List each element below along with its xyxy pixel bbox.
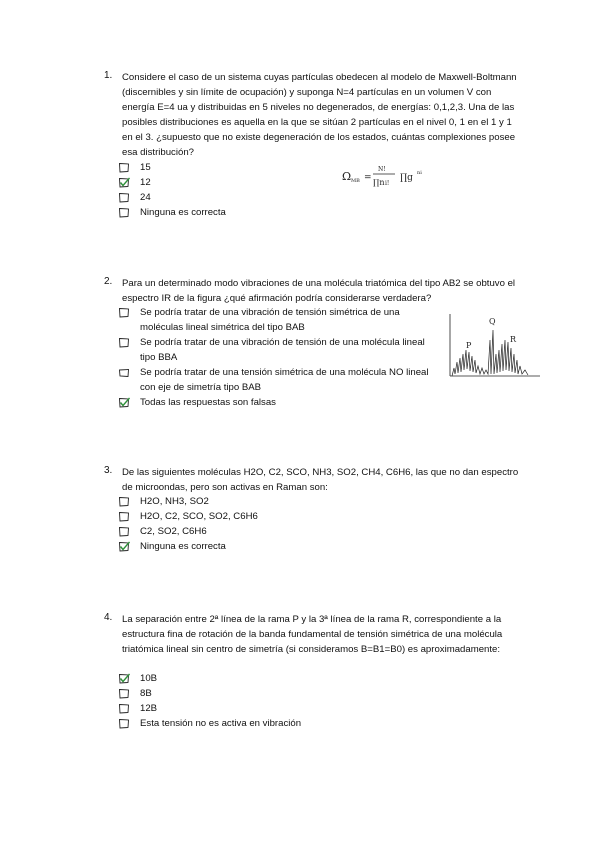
question-text: De las siguientes moléculas H2O, C2, SCO, NH3, SO2, CH4, C6H6, las que no dan espectro de microondas, pero son activas en Raman son: <box>122 467 519 493</box>
formula-lhs-sub: MB <box>351 178 360 184</box>
formula-exponent: ni <box>417 170 422 176</box>
option-label: Se podría tratar de una tensión simétrica de una molécula NO lineal con eje de simetría tipo BAB <box>140 367 429 393</box>
option-label: Ninguna es correcta <box>140 541 226 552</box>
option-label: Todas las respuestas son falsas <box>140 397 276 408</box>
question-number: 1. <box>104 70 113 81</box>
spectrum-label-r: R <box>510 335 517 344</box>
checkbox-empty-icon[interactable] <box>118 367 130 379</box>
formula-denominator: ∏n <box>373 178 385 187</box>
spectrum-label-p: P <box>466 341 472 350</box>
question-number: 4. <box>104 612 113 623</box>
question-text: La separación entre 2ª línea de la rama P y la 3ª línea de la rama R, correspondiente a la estructura fina de rotación de la banda fundamental de tensión simétrica de una molécula triatómica lineal sin centro de simetría (si consideramos B=B1=B0) es aproximadamente: <box>122 614 503 655</box>
checkbox-checked-icon[interactable] <box>118 397 130 409</box>
checkbox-empty-icon[interactable] <box>118 511 130 523</box>
formula-lhs: Ω <box>342 170 352 183</box>
question-number: 3. <box>104 465 113 476</box>
checkbox-empty-icon[interactable] <box>118 192 130 204</box>
checkbox-empty-icon[interactable] <box>118 496 130 508</box>
checkbox-checked-icon[interactable] <box>118 177 130 189</box>
option-label: H2O, NH3, SO2 <box>140 496 209 507</box>
checkbox-empty-icon[interactable] <box>118 162 130 174</box>
option-label: C2, SO2, C6H6 <box>140 526 207 537</box>
checkbox-empty-icon[interactable] <box>118 337 130 349</box>
ir-spectrum-sketch <box>440 310 542 386</box>
option-label: Se podría tratar de una vibración de tensión de una molécula lineal tipo BBA <box>140 337 425 363</box>
option-label: 12 <box>140 177 151 188</box>
option-label: 12B <box>140 703 158 714</box>
checkbox-empty-icon[interactable] <box>118 703 130 715</box>
checkbox-empty-icon[interactable] <box>118 688 130 700</box>
question-text: Para un determinado modo vibraciones de una molécula triatómica del tipo AB2 se obtuvo el espectro IR de la figura ¿qué afirmación podría considerarse verdadera? <box>122 278 516 304</box>
option-label: 8B <box>140 688 152 699</box>
checkbox-checked-icon[interactable] <box>118 673 130 685</box>
option-label: 10B <box>140 673 158 684</box>
formula-denominator-factorial: i! <box>385 180 390 187</box>
option-label: Se podría tratar de una vibración de tensión simétrica de una moléculas lineal simétrica del tipo BAB <box>140 307 400 333</box>
question-text: Considere el caso de un sistema cuyas partículas obedecen al modelo de Maxwell-Boltmann (discernibles y sin límite de ocupación) y suponga N=4 partículas en un volumen V con energía E=4 ua y distribuidas en 5 niveles no degenerados, de energías: 0,1,2,3. Una de las posibles distribuciones es aquella en la que se sitúan 2 partículas en el nivel 0, 1 en el 1 y 1 en el 3. ¿supuesto que no existe degeneración de los estados, cuántas complexiones posee esa distribución? <box>122 72 517 158</box>
option-label: Esta tensión no es activa en vibración <box>140 718 302 729</box>
checkbox-empty-icon[interactable] <box>118 207 130 219</box>
checkbox-checked-icon[interactable] <box>118 541 130 553</box>
checkbox-empty-icon[interactable] <box>118 718 130 730</box>
option-label: Ninguna es correcta <box>140 207 226 218</box>
spectrum-trace <box>452 330 528 376</box>
formula-equals: = <box>364 173 372 183</box>
formula-numerator: N! <box>378 166 386 173</box>
handwritten-formula <box>340 162 460 192</box>
checkbox-empty-icon[interactable] <box>118 307 130 319</box>
option-label: 15 <box>140 162 151 173</box>
spectrum-label-q: Q <box>489 317 496 326</box>
option-label: H2O, C2, SCO, SO2, C6H6 <box>140 511 258 522</box>
formula-product: ∏g <box>400 173 413 183</box>
option-label: 24 <box>140 192 151 203</box>
checkbox-empty-icon[interactable] <box>118 526 130 538</box>
question-number: 2. <box>104 276 113 287</box>
